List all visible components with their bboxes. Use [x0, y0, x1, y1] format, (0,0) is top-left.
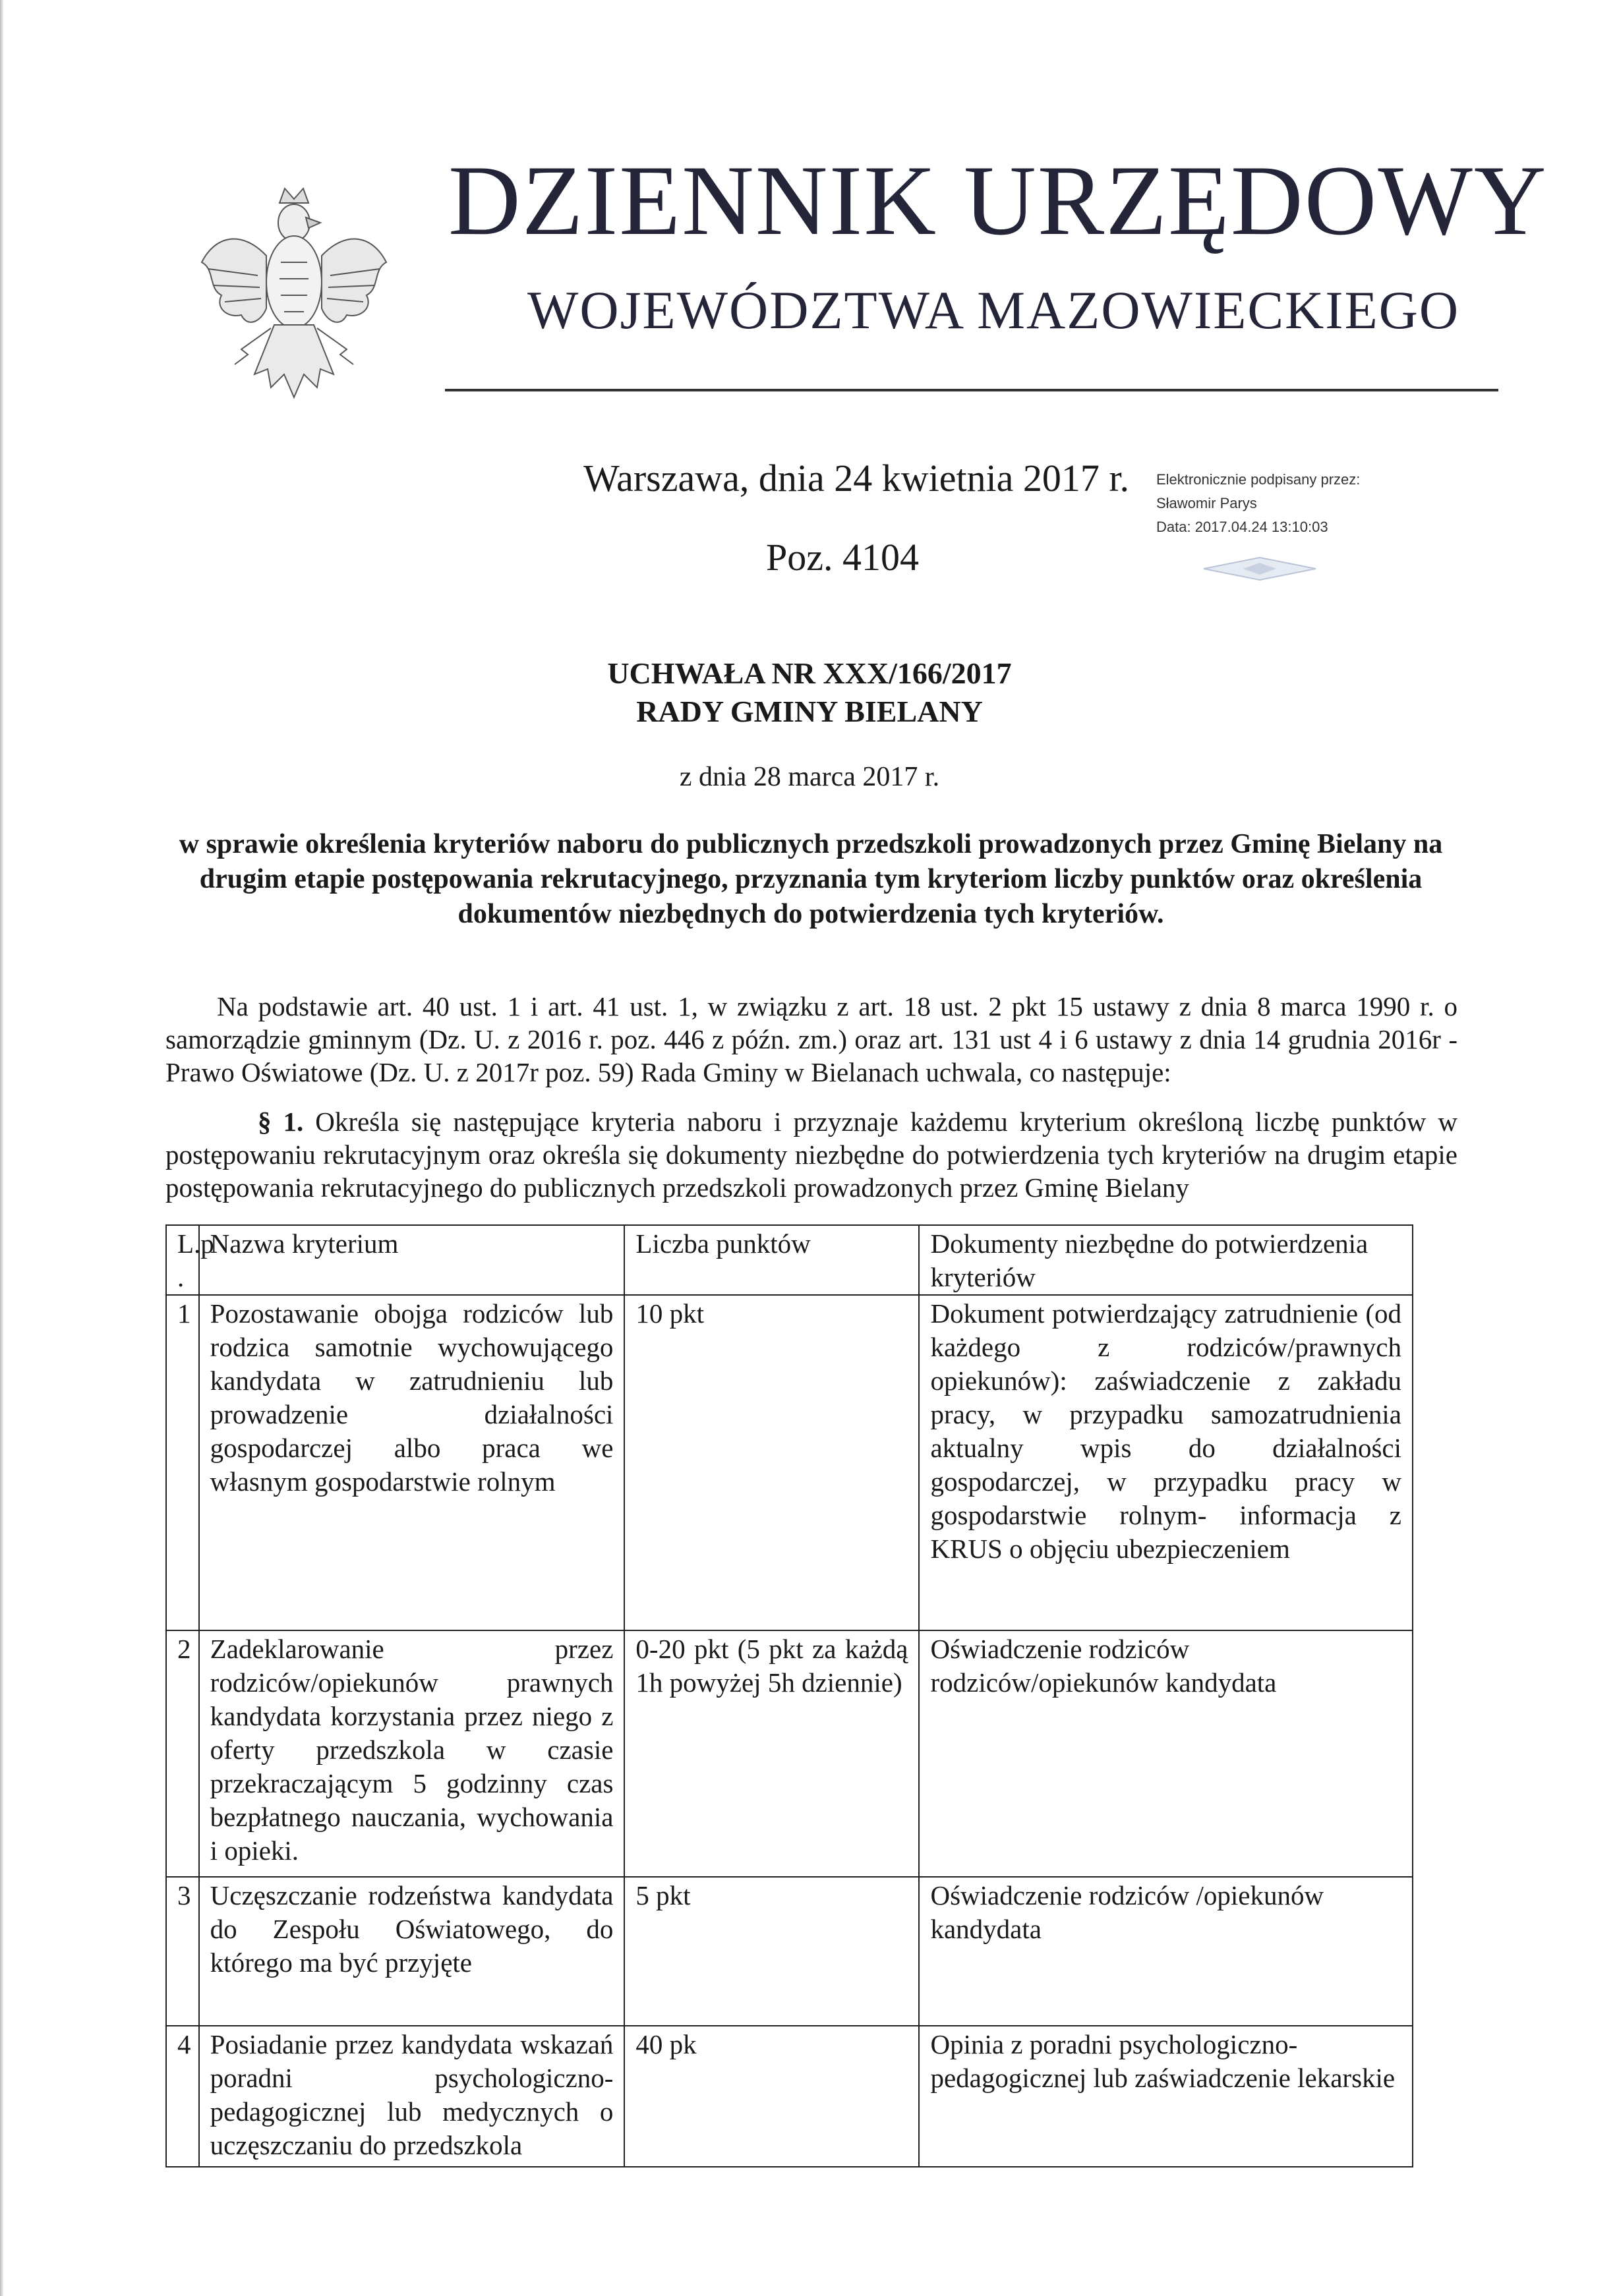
preamble-paragraph: Na podstawie art. 40 ust. 1 i art. 41 ust. 1, w związku z art. 18 ust. 2 pkt 15 ustawy z dnia 8 marca 1990 r. o samorządzie gminnym (Dz. U. z 2016 r. poz. 446 z późn. zm.) oraz art. 131 ust 4 i 6 ustawy z dnia 14 grudnia 2016r - Prawo Oświatowe (Dz. U. z 2017r poz. 59) Rada Gminy w Bielanach uchwala, co następuje: [165, 991, 1457, 1087]
journal-subtitle: WOJEWÓDZTWA MAZOWIECKIEGO [527, 280, 1460, 340]
table-row [166, 1877, 1413, 2026]
journal-title: DZIENNIK URZĘDOWY [448, 145, 1548, 256]
section-text: Określa się następujące kryteria naboru i przyznaje każdemu kryterium określoną liczbę punktów w postępowaniu rekrutacyjnym oraz określa się dokumenty niezbędne do potwierdzenia tych kryteriów na drugim etapie postępowania rekrutacyjnego do publicznych przedszkoli prowadzonych przez Gminę Bielany [165, 1106, 1457, 1203]
criteria-table [165, 1224, 1413, 2167]
header-points: Liczba punktów [624, 1225, 919, 1295]
row-documents: Opinia z poradni psychologiczno-pedagogicznej lub zaświadczenie lekarskie [919, 2026, 1413, 2167]
row-points: 0-20 pkt (5 pkt za każdą 1h powyżej 5h dziennie) [624, 1630, 919, 1877]
signature-stamp-icon [1197, 552, 1322, 585]
section-1-paragraph [165, 1105, 1457, 1204]
header-documents: Dokumenty niezbędne do potwierdzenia kryteriów [919, 1225, 1413, 1295]
section-mark: § 1. [258, 1106, 304, 1137]
row-points: 5 pkt [624, 1877, 919, 2026]
row-points: 10 pkt [624, 1295, 919, 1630]
row-documents: Oświadczenie rodziców rodziców/opiekunów kandydata [919, 1630, 1413, 1877]
header-divider [445, 389, 1498, 391]
table-row [166, 1295, 1413, 1630]
signature-signer: Sławomir Parys [1156, 495, 1257, 511]
row-criterion-name: Zadeklarowanie przez rodziców/opiekunów prawnych kandydata korzystania przez niego z oferty przedszkola w czasie przekraczającym 5 godzinny czas bezpłatnego nauczania, wychowania i opieki. [199, 1630, 625, 1877]
row-documents: Dokument potwierdzający zatrudnienie (od każdego z rodziców/prawnych opiekunów): zaświadczenie z zakładu pracy, w przypadku samozatrudnienia aktualny wpis do działalności gospodarczej, w przypadku pracy w gospodarstwie rolnym- informacja z KRUS o objęciu ubezpieczeniem [919, 1295, 1413, 1630]
row-lp: 1 [166, 1295, 199, 1630]
row-lp: 3 [166, 1877, 199, 2026]
header-criterion-name: Nazwa kryterium [199, 1225, 625, 1295]
resolution-date: z dnia 28 marca 2017 r. [679, 762, 940, 792]
resolution-body: RADY GMINY BIELANY [636, 695, 983, 728]
table-header-row [166, 1225, 1413, 1295]
resolution-number: UCHWAŁA NR XXX/166/2017 [607, 656, 1012, 690]
signature-date: Data: 2017.04.24 13:10:03 [1156, 519, 1328, 535]
row-criterion-name: Pozostawanie obojga rodziców lub rodzica samotnie wychowującego kandydata w zatrudnieniu lub prowadzenie działalności gospodarczej albo praca we własnym gospodarstwie rolnym [199, 1295, 625, 1630]
signature-label: Elektronicznie podpisany przez: [1156, 471, 1361, 488]
electronic-signature [1156, 468, 1360, 539]
row-criterion-name: Uczęszczanie rodzeństwa kandydata do Zespołu Oświatowego, do którego ma być przyjęte [199, 1877, 625, 2026]
table-row [166, 2026, 1413, 2167]
row-criterion-name: Posiadanie przez kandydata wskazań poradni psychologiczno-pedagogicznej lub medycznych o uczęszczaniu do przedszkola [199, 2026, 625, 2167]
publication-position: Poz. 4104 [766, 536, 919, 579]
table-row [166, 1630, 1413, 1877]
row-lp: 4 [166, 2026, 199, 2167]
header-lp: L.p . [166, 1225, 199, 1295]
resolution-subject: w sprawie określenia kryteriów naboru do publicznych przedszkoli prowadzonych przez Gminę Bielany na drugim etapie postępowania rekrutacyjnego, przyznania tym kryteriom liczby punktów oraz określenia dokumentów niezbędnych do potwierdzenia tych kryteriów. [179, 829, 1443, 929]
scan-edge [0, 0, 4, 2296]
row-lp: 2 [166, 1630, 199, 1877]
row-documents: Oświadczenie rodziców /opiekunów kandydata [919, 1877, 1413, 2026]
publication-date: Warszawa, dnia 24 kwietnia 2017 r. [583, 457, 1130, 500]
polish-eagle-emblem-icon [195, 177, 393, 404]
row-points: 40 pk [624, 2026, 919, 2167]
